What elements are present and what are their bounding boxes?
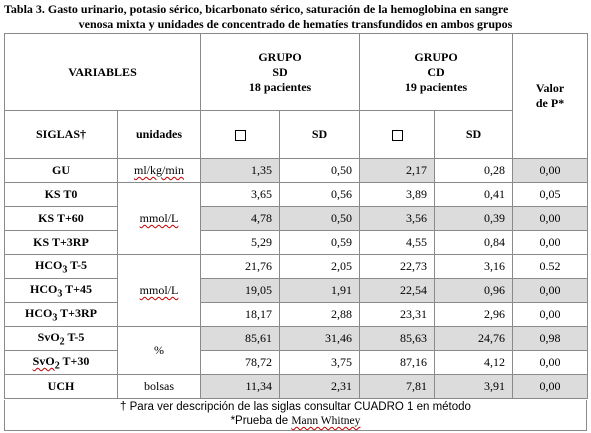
p-value-cell: 0,00 (513, 279, 588, 303)
cd-mean-cell: 4,55 (360, 231, 435, 255)
group-sd-line3: 18 pacientes (248, 79, 312, 94)
sd-sd-cell: 2,31 (280, 375, 360, 399)
p-value-cell: 0.52 (513, 255, 588, 279)
cd-sd-cell: 24,76 (435, 327, 513, 351)
cd-sd-cell: 4,12 (435, 351, 513, 375)
unit-cell: bolsas (118, 375, 201, 399)
cd-mean-cell: 2,17 (360, 159, 435, 183)
sigla-cell: GU (5, 159, 118, 183)
sd-sd-cell: 2,88 (280, 303, 360, 327)
p-value-cell: 0,00 (513, 231, 588, 255)
sigla-cell (5, 279, 118, 303)
cd-sd-cell: 0,28 (435, 159, 513, 183)
p-value-cell: 0,00 (513, 159, 588, 183)
cd-mean-header (360, 111, 435, 159)
footnote-test-prefix: *Prueba de (230, 415, 292, 427)
sigla-suffix: T+30 (59, 353, 90, 368)
sd-sd-cell: 2,05 (280, 255, 360, 279)
sigla-cell (5, 255, 118, 279)
sd-mean-cell: 85,61 (201, 327, 280, 351)
mean-square-icon (392, 130, 403, 141)
sd-mean-cell: 18,17 (201, 303, 280, 327)
group-sd-line1: GRUPO (258, 49, 302, 64)
p-value-cell: 0,05 (513, 183, 588, 207)
table-row (5, 255, 588, 279)
sigla-suffix: T+3RP (57, 305, 97, 320)
header-row-groups (5, 34, 588, 111)
sigla-suffix: T-5 (67, 257, 88, 272)
p-value-header (513, 34, 588, 159)
table-row (5, 303, 588, 327)
p-value-line1: Valor (535, 81, 565, 95)
group-cd-line1: GRUPO (414, 49, 458, 64)
sd-mean-cell: 3,65 (201, 183, 280, 207)
header-row-columns (5, 111, 588, 159)
sigla-subscript: 3 (62, 264, 68, 276)
sigla-subscript: 2 (54, 360, 60, 372)
unit-text: ml/kg/min (134, 163, 185, 177)
sigla-cell: KS T0 (5, 183, 118, 207)
sigla-text: HCO (25, 305, 53, 320)
unit-text: mmol/L (139, 211, 179, 225)
table-row (5, 375, 588, 399)
sigla-text: SvO (37, 329, 60, 344)
sigla-cell (5, 351, 118, 375)
sigla-cell: UCH (5, 375, 118, 399)
unit-cell (118, 255, 201, 327)
sd-mean-cell: 11,34 (201, 375, 280, 399)
sd-sd-cell: 0,50 (280, 207, 360, 231)
cd-sd-header: SD (435, 111, 513, 159)
cd-sd-cell: 3,16 (435, 255, 513, 279)
table-row (5, 231, 588, 255)
cd-sd-cell: 2,96 (435, 303, 513, 327)
results-table (4, 33, 588, 399)
sigla-text: HCO (34, 257, 63, 272)
sd-mean-cell: 1,35 (201, 159, 280, 183)
sd-sd-cell: 0,59 (280, 231, 360, 255)
cd-sd-cell: 3,91 (435, 375, 513, 399)
table-footnote (4, 400, 587, 431)
sigla-cell: KS T+3RP (5, 231, 118, 255)
cd-sd-cell: 0,96 (435, 279, 513, 303)
table-row (5, 279, 588, 303)
variables-header: VARIABLES (5, 34, 201, 111)
cd-mean-cell: 7,81 (360, 375, 435, 399)
sigla-text: SvO (32, 353, 55, 368)
sd-mean-cell: 4,78 (201, 207, 280, 231)
cd-sd-cell: 0,39 (435, 207, 513, 231)
p-value-cell: 0,00 (513, 351, 588, 375)
group-cd-line2: CD (427, 64, 445, 79)
p-value-cell: 0,00 (513, 207, 588, 231)
sd-mean-cell: 78,72 (201, 351, 280, 375)
sd-sd-header: SD (280, 111, 360, 159)
sigla-cell (5, 327, 118, 351)
group-sd-header (201, 34, 360, 111)
sd-sd-cell: 31,46 (280, 327, 360, 351)
table-row (5, 351, 588, 375)
p-value-line2: de P* (535, 96, 565, 110)
unit-text: mmol/L (139, 283, 179, 297)
table-caption (4, 2, 587, 32)
sigla-subscript: 3 (57, 288, 63, 300)
group-sd-line2: SD (272, 64, 288, 79)
sd-sd-cell: 1,91 (280, 279, 360, 303)
unit-cell (118, 183, 201, 255)
siglas-header: SIGLAS† (5, 111, 118, 159)
table-row (5, 183, 588, 207)
cd-mean-cell: 3,56 (360, 207, 435, 231)
unit-cell (118, 159, 201, 183)
sigla-subscript: 3 (52, 312, 58, 324)
table-row (5, 207, 588, 231)
cd-mean-cell: 87,16 (360, 351, 435, 375)
cd-mean-cell: 85,63 (360, 327, 435, 351)
sigla-cell: KS T+60 (5, 207, 118, 231)
footnote-siglas: † Para ver descripción de las siglas consultar CUADRO 1 en método (120, 401, 471, 413)
sd-mean-header (201, 111, 280, 159)
sigla-suffix: T+45 (62, 281, 92, 296)
caption-line-2: venosa mixta y unidades de concentrado de hematíes transfundidos en ambos grupos (78, 17, 513, 31)
unit-cell: % (118, 327, 201, 375)
mean-square-icon (235, 130, 246, 141)
cd-mean-cell: 22,73 (360, 255, 435, 279)
sigla-suffix: T-5 (64, 329, 85, 344)
cd-sd-cell: 0,41 (435, 183, 513, 207)
sigla-cell (5, 303, 118, 327)
group-cd-header (360, 34, 513, 111)
p-value-cell: 0,00 (513, 375, 588, 399)
sd-mean-cell: 5,29 (201, 231, 280, 255)
caption-line-1: Tabla 3. Gasto urinario, potasio sérico, bicarbonato sérico, saturación de la hemoglobina en sangre (4, 2, 509, 16)
sd-mean-cell: 19,05 (201, 279, 280, 303)
table-row (5, 327, 588, 351)
sd-mean-cell: 21,76 (201, 255, 280, 279)
sd-sd-cell: 0,56 (280, 183, 360, 207)
sigla-subscript: 2 (59, 336, 65, 348)
sd-sd-cell: 3,75 (280, 351, 360, 375)
table-row (5, 159, 588, 183)
unidades-header: unidades (118, 111, 201, 159)
cd-mean-cell: 22,54 (360, 279, 435, 303)
p-value-cell: 0,98 (513, 327, 588, 351)
sd-sd-cell: 0,50 (280, 159, 360, 183)
p-value-cell: 0,00 (513, 303, 588, 327)
footnote-test-name: Mann Whitney (291, 415, 361, 427)
sigla-text: HCO (30, 281, 58, 296)
cd-sd-cell: 0,84 (435, 231, 513, 255)
footnote-test (5, 414, 586, 428)
group-cd-line3: 19 pacientes (404, 79, 468, 94)
cd-mean-cell: 3,89 (360, 183, 435, 207)
cd-mean-cell: 23,31 (360, 303, 435, 327)
